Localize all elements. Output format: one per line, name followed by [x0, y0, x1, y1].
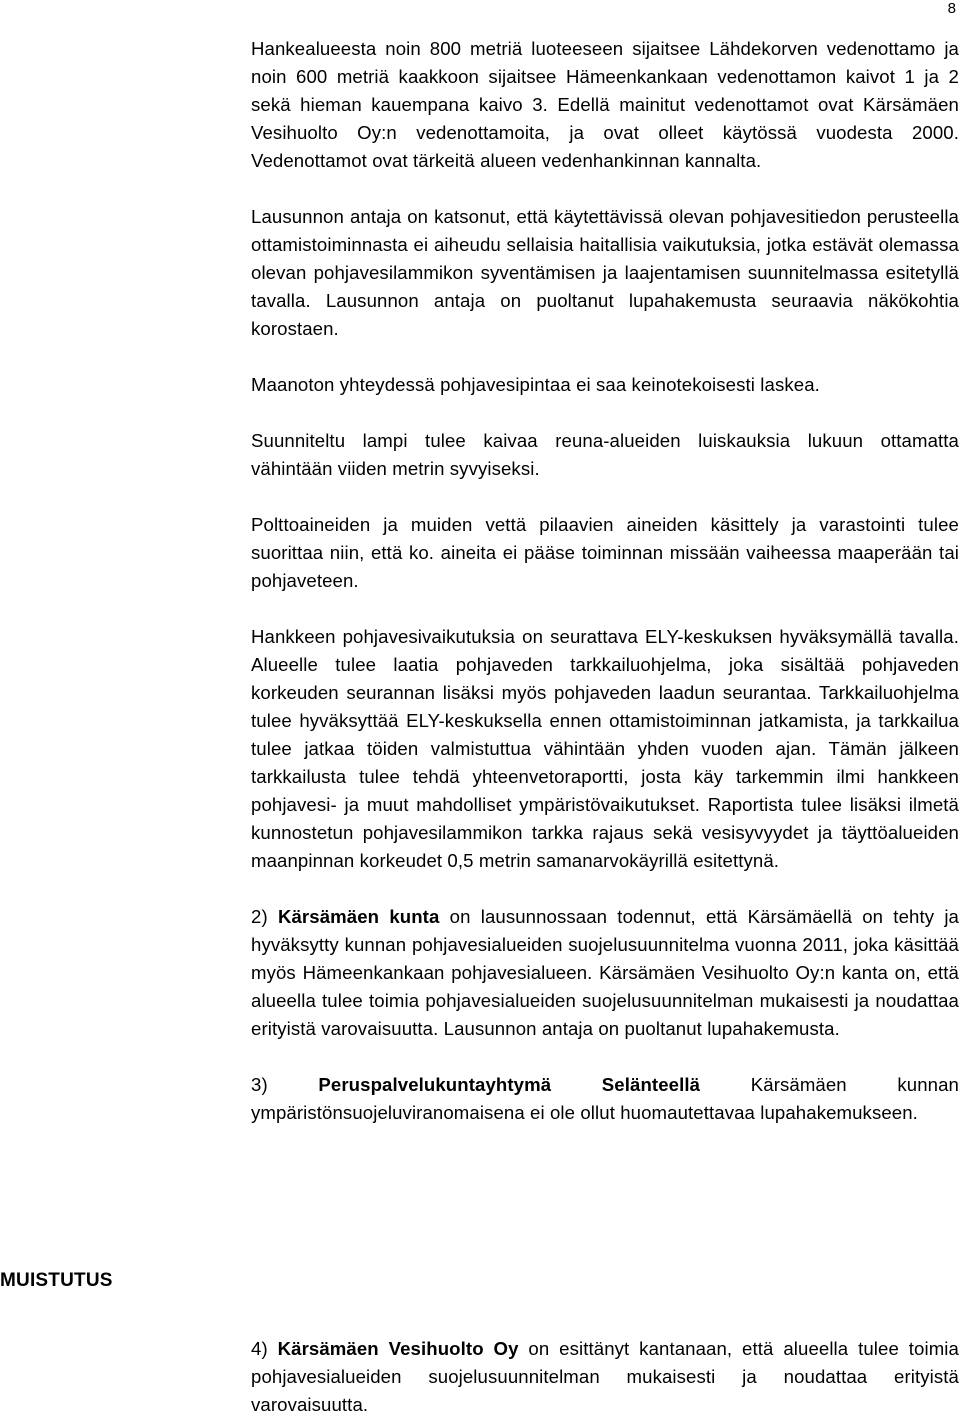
- statement-3-org: Peruspalvelukuntayhtymä Selänteellä: [318, 1074, 701, 1095]
- section-heading-muistutus: MUISTUTUS: [0, 1270, 113, 1291]
- statement-3: [251, 1071, 959, 1127]
- page-number: 8: [947, 0, 956, 17]
- paragraph-statement-summary: Lausunnon antaja on katsonut, että käytettävissä olevan pohjavesitiedon perusteella ottamistoiminnasta ei aiheudu sellaisia haitallisia vaikutuksia, jotka estävät olemassa olevan pohjavesilammikon syventämisen ja laajentamisen suunnitelmassa esitetyllä tavalla. Lausunnon antaja on puoltanut lupahakemusta seuraavia näkökohtia korostaen.: [251, 206, 959, 339]
- statement-4-org: Kärsämäen Vesihuolto Oy: [277, 1337, 519, 1359]
- statement-2-text: on lausunnossaan todennut, että Kärsämäellä on tehty ja hyväksytty kunnan pohjavesialueiden suojelusuunnitelma vuonna 2011, joka käsittää myös Hämeenkankaan pohjavesialueen. Kärsämäen Vesihuolto Oy:n kanta on, että alueella tulee toimia pohjavesialueiden suojelusuunnitelman mukaisesti ja noudattaa erityistä varovaisuutta. Lausunnon antaja on puoltanut lupahakemusta.: [251, 906, 959, 1039]
- document-body: [251, 35, 959, 1155]
- paragraph-groundwater-level: Maanoton yhteydessä pohjavesipintaa ei saa keinotekoisesti laskea.: [251, 374, 820, 395]
- statement-2-number: 2): [251, 906, 268, 927]
- statement-2-org: Kärsämäen kunta: [277, 906, 440, 927]
- statement-2: [251, 903, 959, 1043]
- statement-4-text: on esittänyt kantanaan, että alueella tulee toimia pohjavesialueiden suojelusuunnitelman mukaisesti ja noudattaa erityistä varovaisuutta.: [251, 1337, 959, 1415]
- paragraph-monitoring: Hankkeen pohjavesivaikutuksia on seurattava ELY-keskuksen hyväksymällä tavalla. Alueelle tulee laatia pohjaveden tarkkailuohjelma, joka sisältää pohjaveden korkeuden seurannan lisäksi myös pohjaveden laadun seurantaa. Tarkkailuohjelma tulee hyväksyttää ELY-keskuksella ennen ottamistoiminnan jatkamista, ja tarkkailua tulee jatkaa töiden valmistuttua vähintään yhden vuoden ajan. Tämän jälkeen tarkkailusta tulee tehdä yhteenvetoraportti, josta käy tarkemmin ilmi hankkeen pohjavesi- ja muut mahdolliset ympäristövaikutukset. Raportista tulee lisäksi ilmetä kunnostetun pohjavesilammikon tarkka rajaus sekä vesisyvyydet ja täyttöalueiden maanpinnan korkeudet 0,5 metrin samanarvokäyrillä esitettynä.: [251, 626, 959, 871]
- statement-3-text: Kärsämäen kunnan ympäristönsuojeluviranomaisena ei ole ollut huomautettavaa lupahakemukseen.: [251, 1074, 959, 1123]
- paragraph-water-intakes: Hankealueesta noin 800 metriä luoteeseen sijaitsee Lähdekorven vedenottamo ja noin 600 metriä kaakkoon sijaitsee Hämeenkankaan vedenottamon kaivot 1 ja 2 sekä hieman kauempana kaivo 3. Edellä mainitut vedenottamot ovat Kärsämäen Vesihuolto Oy:n vedenottamoita, ja ovat olleet käytössä vuodesta 2000. Vedenottamot ovat tärkeitä alueen vedenhankinnan kannalta.: [251, 38, 959, 171]
- statement-3-number: 3): [251, 1074, 268, 1095]
- paragraph-pond-depth: Suunniteltu lampi tulee kaivaa reuna-alueiden luiskauksia lukuun ottamatta vähintään viiden metrin syvyiseksi.: [251, 430, 959, 479]
- statement-4-number: 4): [251, 1337, 268, 1359]
- paragraph-fuel-handling: Polttoaineiden ja muiden vettä pilaavien aineiden käsittely ja varastointi tulee suorittaa niin, että ko. aineita ei pääse toiminnan missään vaiheessa maaperään tai pohjaveteen.: [251, 514, 959, 591]
- statement-4: [251, 1335, 959, 1419]
